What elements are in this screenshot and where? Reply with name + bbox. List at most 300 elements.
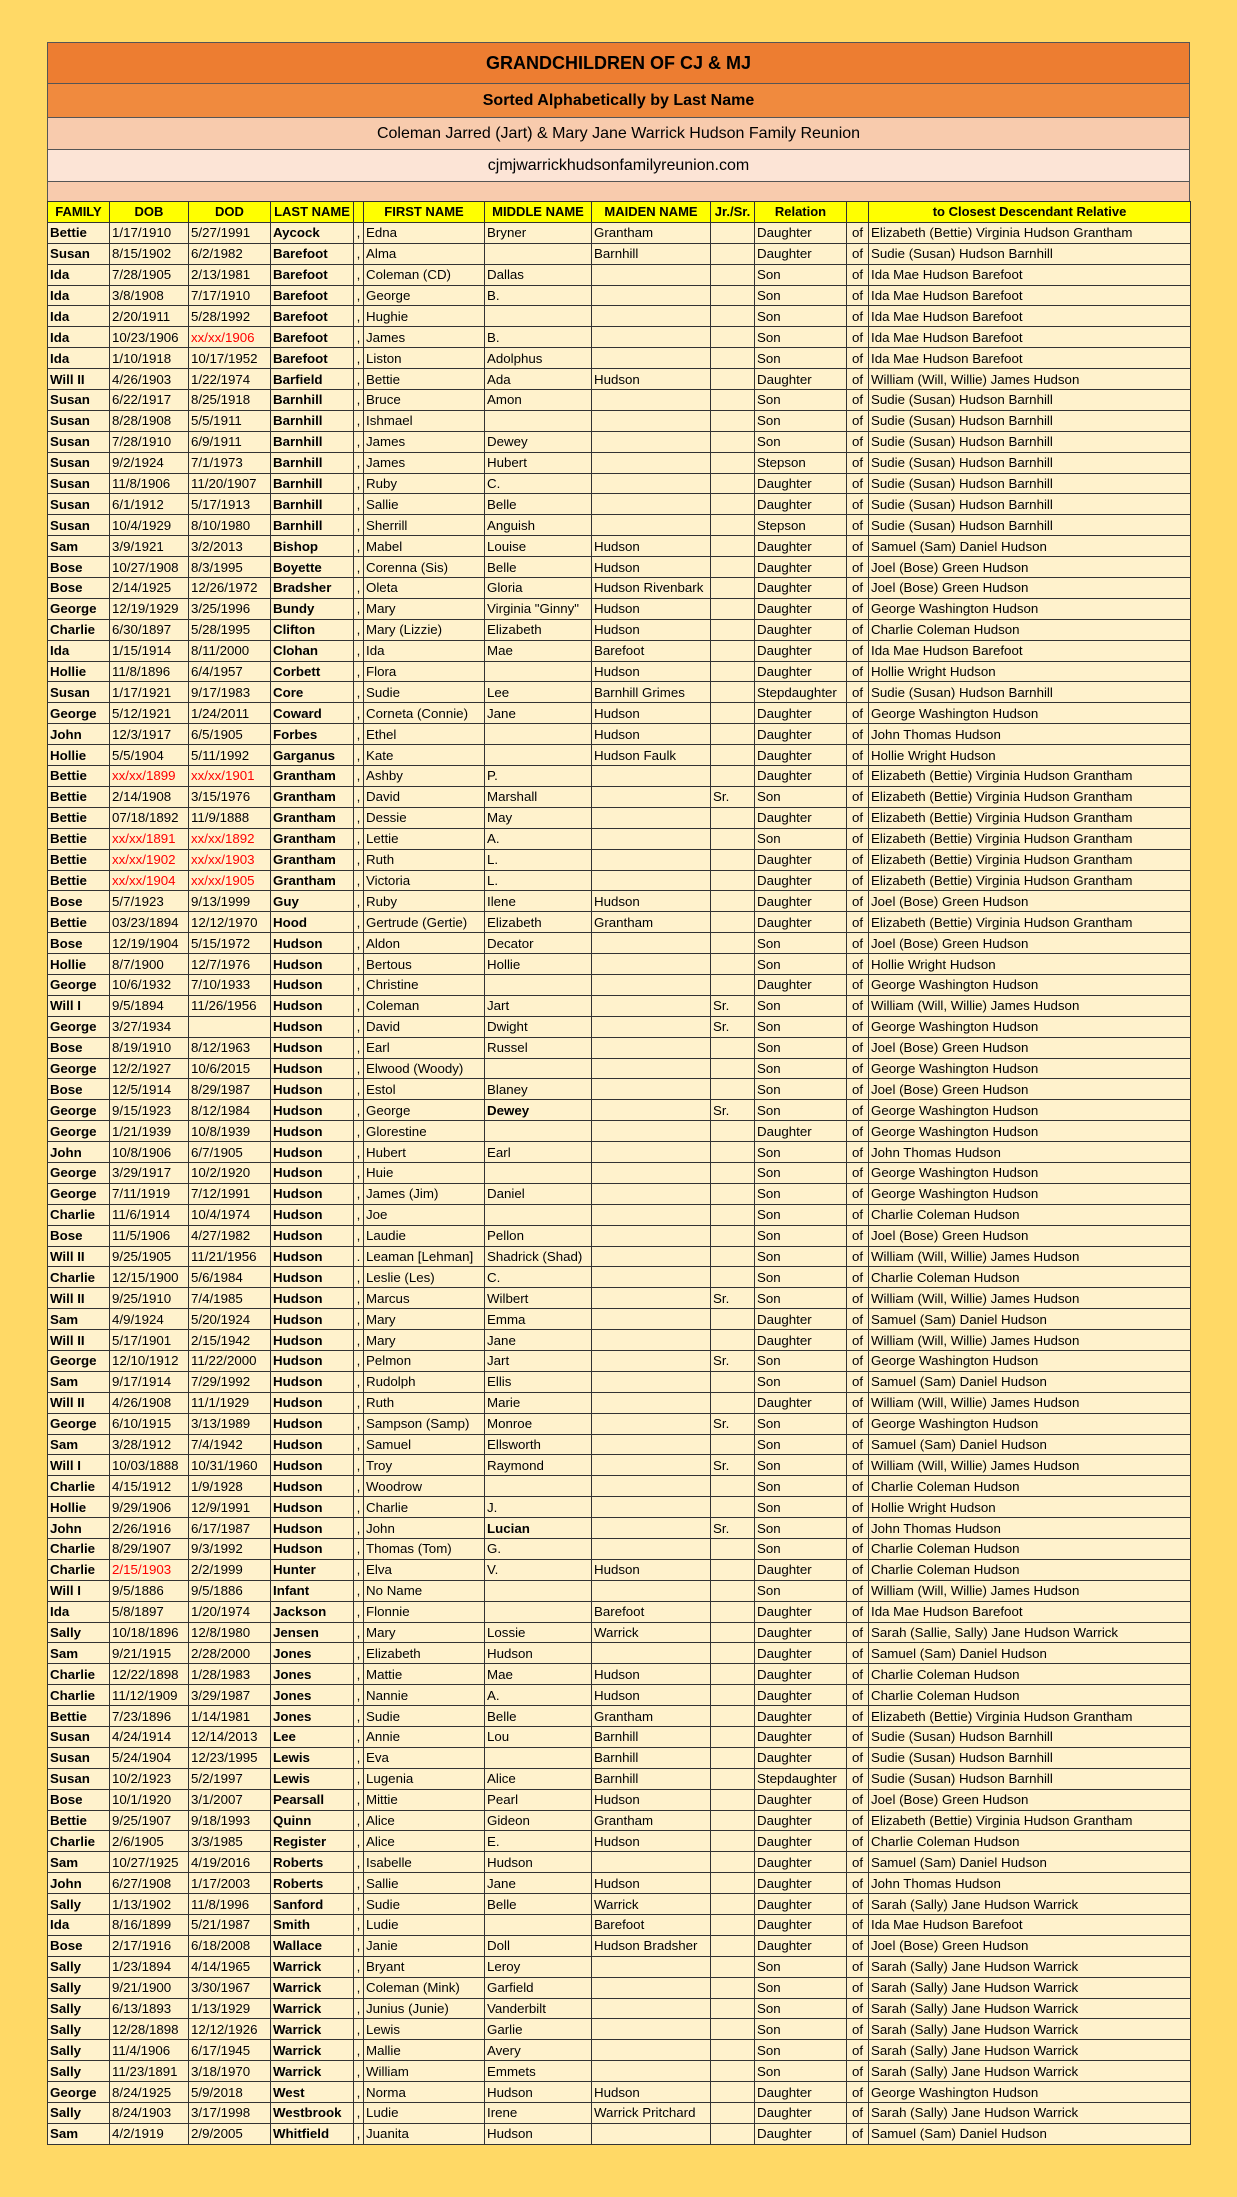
cell-first-name: Coleman (Mink) [364,1977,485,1998]
cell-comma: , [354,243,364,264]
cell-family: Bose [48,1789,110,1810]
cell-last-name: Barfield [271,369,354,390]
cell-first-name: Sudie [364,1706,485,1727]
cell-relative: George Washington Hudson [869,1413,1191,1434]
cell-comma: , [354,222,364,243]
table-row [48,536,1191,557]
table-row [48,1100,1191,1121]
cell-last-name: Pearsall [271,1789,354,1810]
cell-family: Sally [48,2103,110,2124]
cell-last-name: Lewis [271,1768,354,1789]
cell-family: John [48,724,110,745]
cell-dod: 12/26/1972 [189,578,271,599]
cell-dod: 4/19/2016 [189,1852,271,1873]
cell-dod: xx/xx/1906 [189,327,271,348]
cell-relative: Joel (Bose) Green Hudson [869,1225,1191,1246]
cell-comma: , [354,1392,364,1413]
cell-relative: George Washington Hudson [869,1350,1191,1371]
cell-last-name: Roberts [271,1852,354,1873]
table-row [48,1350,1191,1371]
cell-comma: , [354,1225,364,1246]
cell-comma: , [354,327,364,348]
cell-comma: , [354,2123,364,2144]
cell-dob: 2/14/1908 [110,786,189,807]
table-row [48,682,1191,703]
cell-family: Charlie [48,1685,110,1706]
table-row [48,912,1191,933]
cell-dob: 10/03/1888 [110,1455,189,1476]
cell-maiden-name: Grantham [592,912,711,933]
cell-last-name: Quinn [271,1810,354,1831]
table-row [48,1330,1191,1351]
cell-of: of [847,1810,869,1831]
cell-first-name: Alma [364,243,485,264]
cell-family: Bose [48,1935,110,1956]
cell-maiden-name: Hudson Bradsher [592,1935,711,1956]
cell-of: of [847,703,869,724]
cell-dob: 12/28/1898 [110,2019,189,2040]
cell-last-name: Coward [271,703,354,724]
cell-dod: 6/5/1905 [189,724,271,745]
cell-family: Bose [48,933,110,954]
cell-maiden-name [592,849,711,870]
cell-middle-name: Leroy [485,1956,592,1977]
cell-family: George [48,2082,110,2103]
cell-first-name: Bryant [364,1956,485,1977]
cell-dod: 12/14/2013 [189,1727,271,1748]
cell-of: of [847,1455,869,1476]
cell-first-name: Corneta (Connie) [364,703,485,724]
table-row [48,1852,1191,1873]
cell-dob: 3/29/1917 [110,1162,189,1183]
cell-dob: 10/23/1906 [110,327,189,348]
cell-maiden-name: Barnhill [592,243,711,264]
cell-suffix [711,1643,755,1664]
cell-relation: Son [755,1998,847,2019]
cell-relation: Daughter [755,870,847,891]
cell-of: of [847,1580,869,1601]
cell-suffix [711,222,755,243]
cell-dod: 7/4/1942 [189,1434,271,1455]
cell-family: Charlie [48,1831,110,1852]
table-row [48,1747,1191,1768]
cell-family: Ida [48,640,110,661]
cell-relation: Daughter [755,2123,847,2144]
cell-suffix [711,1789,755,1810]
cell-comma: , [354,640,364,661]
cell-relation: Son [755,1058,847,1079]
cell-maiden-name: Barnhill Grimes [592,682,711,703]
cell-dod: 11/20/1907 [189,473,271,494]
cell-dod: 3/13/1989 [189,1413,271,1434]
cell-maiden-name [592,1643,711,1664]
table-row [48,473,1191,494]
spacer-row [47,181,1190,201]
cell-suffix [711,243,755,264]
cell-dod: 8/11/2000 [189,640,271,661]
table-row [48,974,1191,995]
cell-last-name: Bundy [271,598,354,619]
cell-relative: George Washington Hudson [869,1162,1191,1183]
cell-comma: , [354,1685,364,1706]
cell-family: Bettie [48,807,110,828]
cell-first-name: Bruce [364,390,485,411]
cell-family: Susan [48,515,110,536]
cell-family: Sam [48,1643,110,1664]
cell-relative: Charlie Coleman Hudson [869,1664,1191,1685]
cell-dob: 12/15/1900 [110,1267,189,1288]
cell-relative: Sarah (Sally) Jane Hudson Warrick [869,2019,1191,2040]
cell-relative: Sudie (Susan) Hudson Barnhill [869,1768,1191,1789]
cell-suffix [711,1831,755,1852]
cell-first-name: Lewis [364,2019,485,2040]
cell-first-name: Mabel [364,536,485,557]
cell-dod: 7/17/1910 [189,285,271,306]
cell-middle-name [485,724,592,745]
cell-comma: , [354,1580,364,1601]
cell-first-name: Ruby [364,473,485,494]
cell-dob: 9/25/1905 [110,1246,189,1267]
website-link[interactable]: cjmjwarrickhudsonfamilyreunion.com [47,149,1190,181]
cell-comma: , [354,1058,364,1079]
cell-relative: Samuel (Sam) Daniel Hudson [869,536,1191,557]
cell-dob: 07/18/1892 [110,807,189,828]
cell-suffix [711,1476,755,1497]
cell-of: of [847,1894,869,1915]
cell-first-name: Ruth [364,849,485,870]
cell-first-name: Troy [364,1455,485,1476]
cell-first-name: Elizabeth [364,1643,485,1664]
cell-of: of [847,912,869,933]
cell-suffix [711,1747,755,1768]
cell-dod: 7/10/1933 [189,974,271,995]
cell-dob: 6/10/1915 [110,1413,189,1434]
cell-dob: 4/26/1908 [110,1392,189,1413]
cell-dob: 2/14/1925 [110,578,189,599]
cell-maiden-name [592,1016,711,1037]
cell-maiden-name [592,1977,711,1998]
cell-dob: 11/12/1909 [110,1685,189,1706]
cell-maiden-name [592,2040,711,2061]
cell-of: of [847,2019,869,2040]
header-row [48,202,1191,223]
cell-comma: , [354,2061,364,2082]
cell-dod: 1/13/1929 [189,1998,271,2019]
cell-relative: George Washington Hudson [869,1058,1191,1079]
table-body [48,222,1191,2144]
table-row [48,1706,1191,1727]
cell-comma: , [354,2082,364,2103]
table-row [48,933,1191,954]
cell-middle-name: Mae [485,640,592,661]
cell-comma: , [354,912,364,933]
cell-first-name: Hughie [364,306,485,327]
cell-family: Bose [48,557,110,578]
cell-middle-name: C. [485,473,592,494]
cell-relation: Daughter [755,1121,847,1142]
cell-family: Susan [48,431,110,452]
cell-relative: Sudie (Susan) Hudson Barnhill [869,473,1191,494]
cell-dod: 9/3/1992 [189,1539,271,1560]
cell-dob: 9/25/1907 [110,1810,189,1831]
cell-first-name: Estol [364,1079,485,1100]
cell-relation: Daughter [755,807,847,828]
table-row [48,1601,1191,1622]
cell-first-name: Lugenia [364,1768,485,1789]
cell-last-name: Jackson [271,1601,354,1622]
cell-relative: Sarah (Sally) Jane Hudson Warrick [869,1977,1191,1998]
cell-last-name: Hudson [271,1225,354,1246]
cell-dob: 10/4/1929 [110,515,189,536]
cell-suffix [711,912,755,933]
cell-dod: xx/xx/1901 [189,766,271,787]
cell-relation: Daughter [755,912,847,933]
cell-relation: Daughter [755,1664,847,1685]
col-last-name-header: LAST NAME [271,202,354,223]
cell-dob: 8/24/1903 [110,2103,189,2124]
cell-suffix [711,807,755,828]
cell-middle-name: Daniel [485,1183,592,1204]
cell-last-name: Hudson [271,1476,354,1497]
cell-maiden-name: Hudson [592,724,711,745]
table-row [48,285,1191,306]
cell-relation: Son [755,1413,847,1434]
cell-suffix [711,327,755,348]
cell-dob: 5/5/1904 [110,745,189,766]
cell-dod: 3/15/1976 [189,786,271,807]
cell-first-name: Leaman [Lehman] [364,1246,485,1267]
table-row [48,369,1191,390]
cell-middle-name: Garlie [485,2019,592,2040]
cell-suffix [711,1204,755,1225]
cell-relative: George Washington Hudson [869,1121,1191,1142]
cell-comma: , [354,1894,364,1915]
col-middle-name-header: MIDDLE NAME [485,202,592,223]
cell-relative: Ida Mae Hudson Barefoot [869,1915,1191,1936]
cell-maiden-name [592,2123,711,2144]
cell-dob: 1/15/1914 [110,640,189,661]
cell-middle-name: Alice [485,1768,592,1789]
cell-relation: Stepson [755,452,847,473]
cell-comma: , [354,1309,364,1330]
cell-family: Sally [48,2061,110,2082]
cell-last-name: Westbrook [271,2103,354,2124]
cell-suffix [711,640,755,661]
cell-dod: 12/9/1991 [189,1497,271,1518]
cell-suffix [711,1121,755,1142]
cell-last-name: Hudson [271,1204,354,1225]
cell-middle-name: G. [485,1539,592,1560]
cell-relation: Stepson [755,515,847,536]
cell-dod: 6/18/2008 [189,1935,271,1956]
cell-maiden-name: Hudson [592,1559,711,1580]
cell-last-name: Core [271,682,354,703]
cell-maiden-name [592,1225,711,1246]
cell-middle-name: Lee [485,682,592,703]
cell-middle-name: Marie [485,1392,592,1413]
table-row [48,1225,1191,1246]
cell-dod: 11/9/1888 [189,807,271,828]
table-row [48,452,1191,473]
cell-last-name: Forbes [271,724,354,745]
cell-last-name: Barnhill [271,452,354,473]
cell-family: Susan [48,1768,110,1789]
cell-of: of [847,578,869,599]
cell-of: of [847,933,869,954]
cell-relative: Samuel (Sam) Daniel Hudson [869,1852,1191,1873]
col-first-name-header: FIRST NAME [364,202,485,223]
cell-of: of [847,369,869,390]
cell-dob: 3/27/1934 [110,1016,189,1037]
cell-comma: , [354,536,364,557]
cell-suffix [711,870,755,891]
cell-of: of [847,786,869,807]
cell-suffix [711,1162,755,1183]
cell-family: Bose [48,1079,110,1100]
cell-dod: 6/17/1987 [189,1518,271,1539]
cell-maiden-name [592,1309,711,1330]
cell-comma: , [354,1539,364,1560]
cell-dob: 5/17/1901 [110,1330,189,1351]
cell-of: of [847,1601,869,1622]
cell-maiden-name: Hudson [592,369,711,390]
cell-middle-name: Doll [485,1935,592,1956]
cell-family: Bettie [48,870,110,891]
cell-first-name: Bertous [364,954,485,975]
cell-comma: , [354,1810,364,1831]
cell-middle-name [485,306,592,327]
cell-dod: 5/17/1913 [189,494,271,515]
cell-comma: , [354,1518,364,1539]
cell-first-name: Ashby [364,766,485,787]
col-of-header [847,202,869,223]
table-row [48,1121,1191,1142]
cell-dob: 9/25/1910 [110,1288,189,1309]
cell-middle-name: Gideon [485,1810,592,1831]
cell-relative: Elizabeth (Bettie) Virginia Hudson Grantham [869,1810,1191,1831]
cell-of: of [847,1330,869,1351]
cell-first-name: Ludie [364,2103,485,2124]
cell-last-name: Warrick [271,1956,354,1977]
cell-maiden-name [592,1037,711,1058]
cell-maiden-name [592,1518,711,1539]
cell-middle-name [485,1580,592,1601]
cell-family: Bettie [48,766,110,787]
cell-relation: Daughter [755,1935,847,1956]
cell-first-name: David [364,786,485,807]
cell-dod: 5/9/2018 [189,2082,271,2103]
cell-last-name: Hudson [271,954,354,975]
cell-dod: 3/1/2007 [189,1789,271,1810]
cell-relative: George Washington Hudson [869,1183,1191,1204]
cell-comma: , [354,1852,364,1873]
cell-relation: Daughter [755,1894,847,1915]
cell-last-name: Barnhill [271,431,354,452]
table-row [48,703,1191,724]
cell-maiden-name [592,264,711,285]
cell-middle-name: Jane [485,1873,592,1894]
cell-maiden-name: Hudson Faulk [592,745,711,766]
cell-dod: 1/22/1974 [189,369,271,390]
cell-dob: 5/8/1897 [110,1601,189,1622]
table-row [48,1371,1191,1392]
cell-first-name: Elwood (Woody) [364,1058,485,1079]
cell-relation: Son [755,995,847,1016]
cell-dob: 3/9/1921 [110,536,189,557]
cell-relation: Son [755,2040,847,2061]
cell-maiden-name: Hudson [592,1664,711,1685]
cell-of: of [847,327,869,348]
cell-maiden-name [592,1204,711,1225]
table-row [48,1956,1191,1977]
cell-relation: Son [755,1246,847,1267]
cell-of: of [847,1183,869,1204]
cell-relative: Elizabeth (Bettie) Virginia Hudson Grantham [869,912,1191,933]
cell-dob: 7/28/1905 [110,264,189,285]
cell-of: of [847,598,869,619]
cell-dod: 8/12/1984 [189,1100,271,1121]
cell-family: Sam [48,2123,110,2144]
cell-relation: Son [755,1037,847,1058]
cell-comma: , [354,1434,364,1455]
cell-of: of [847,1142,869,1163]
cell-comma: , [354,494,364,515]
col-suffix-header: Jr./Sr. [711,202,755,223]
cell-suffix [711,1768,755,1789]
cell-first-name: Mary (Lizzie) [364,619,485,640]
table-row [48,2019,1191,2040]
cell-middle-name: Hudson [485,1852,592,1873]
cell-last-name: Jones [271,1664,354,1685]
cell-first-name: Laudie [364,1225,485,1246]
cell-family: Susan [48,494,110,515]
cell-dob: 9/5/1886 [110,1580,189,1601]
cell-suffix [711,410,755,431]
cell-dod: 6/9/1911 [189,431,271,452]
cell-dod: 5/11/1992 [189,745,271,766]
cell-first-name: James [364,327,485,348]
cell-first-name: Flonnie [364,1601,485,1622]
cell-middle-name: Elizabeth [485,912,592,933]
cell-relative: Charlie Coleman Hudson [869,1559,1191,1580]
cell-first-name: George [364,285,485,306]
cell-suffix [711,1225,755,1246]
cell-first-name: Aldon [364,933,485,954]
cell-relative: George Washington Hudson [869,1016,1191,1037]
cell-of: of [847,1727,869,1748]
cell-dod: 11/26/1956 [189,995,271,1016]
cell-maiden-name: Hudson Rivenbark [592,578,711,599]
cell-last-name: Hudson [271,1518,354,1539]
cell-last-name: Clifton [271,619,354,640]
cell-relation: Daughter [755,661,847,682]
cell-last-name: Hood [271,912,354,933]
cell-comma: , [354,578,364,599]
cell-dob: 5/12/1921 [110,703,189,724]
cell-suffix [711,473,755,494]
cell-of: of [847,243,869,264]
cell-relative: Sarah (Sally) Jane Hudson Warrick [869,1998,1191,2019]
cell-comma: , [354,410,364,431]
cell-family: John [48,1518,110,1539]
cell-relation: Son [755,410,847,431]
cell-dob: 4/15/1912 [110,1476,189,1497]
cell-dob: 10/1/1920 [110,1789,189,1810]
cell-relative: Elizabeth (Bettie) Virginia Hudson Grantham [869,807,1191,828]
table-row [48,640,1191,661]
cell-comma: , [354,1601,364,1622]
cell-relation: Daughter [755,222,847,243]
